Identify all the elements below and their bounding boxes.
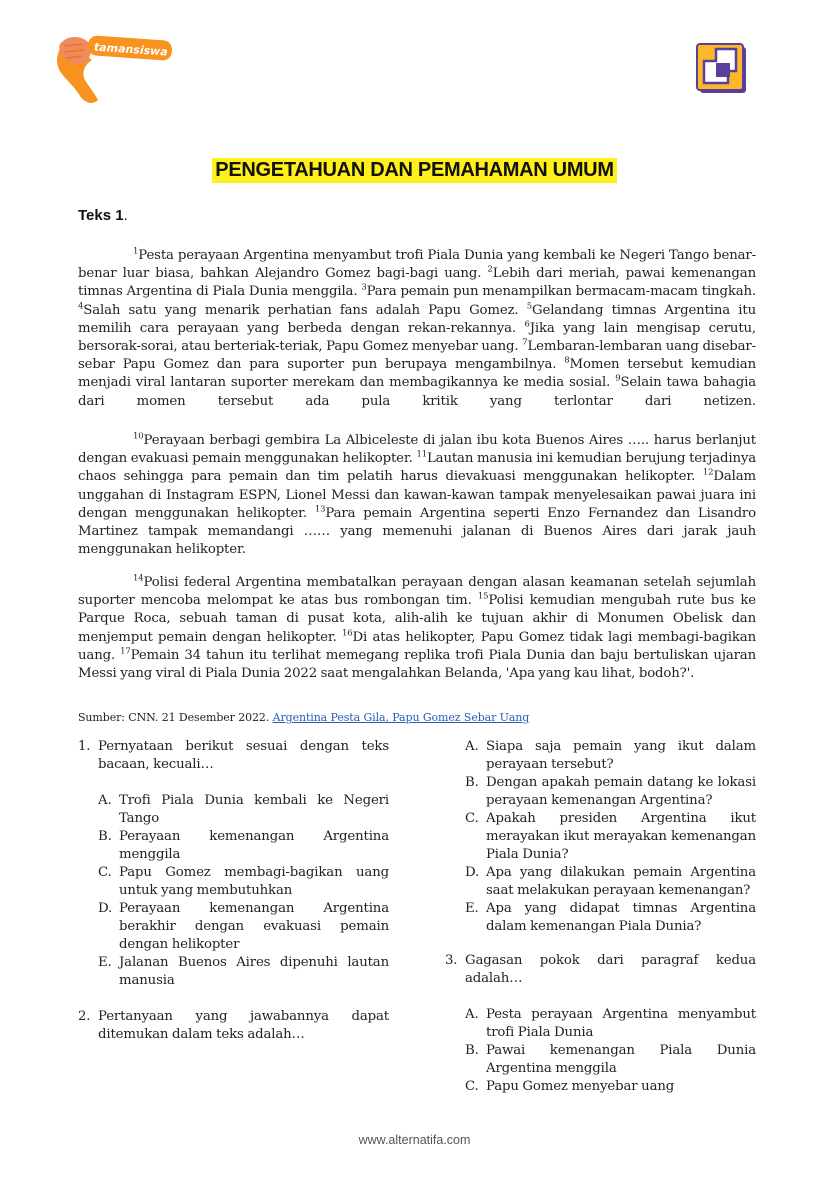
sentence-number: 17 (120, 646, 131, 657)
option-3b[interactable]: B. Pawai kemenangan Piala Dunia Argentina menggila (465, 1043, 756, 1076)
sentence: Momen tersebut kemudian menjadi viral lantaran suporter merekam dan membagikannya ke media sosial. (78, 357, 756, 391)
sentence-number: 13 (314, 504, 326, 515)
option-1e[interactable]: E. Jalanan Buenos Aires dipenuhi lautan manusia (98, 955, 389, 988)
paragraph-2 (78, 432, 756, 559)
option-1a[interactable]: A. Trofi Piala Dunia kembali ke Negeri Tango (98, 793, 389, 826)
questions-left-column (78, 738, 389, 1044)
option-2d[interactable]: D. Apa yang dilakukan pemain Argentina saat melakukan perayaan kemenangan? (465, 865, 756, 898)
sentence-number: 1 (133, 246, 139, 257)
sentence-number: 12 (702, 467, 714, 478)
sentence-number: 8 (564, 355, 570, 366)
sentence: Pesta perayaan Argentina menyambut trofi Piala Dunia yang kembali ke Negeri Tango benar-benar luar biasa, bahkan Alejandro Gomez bagi-bagi uang. (78, 248, 756, 282)
option-2e[interactable]: E. Apa yang didapat timnas Argentina dalam kemenangan Piala Dunia? (465, 901, 756, 934)
option-3a[interactable]: A. Pesta perayaan Argentina menyambut trofi Piala Dunia (465, 1007, 756, 1040)
source-link[interactable]: Argentina Pesta Gila, Papu Gomez Sebar Uang (272, 711, 530, 724)
paragraph-1 (78, 247, 756, 411)
sentence-number: 4 (78, 301, 84, 312)
sentence-number: 15 (477, 591, 489, 602)
footer-url: www.alternatifa.com (358, 1133, 471, 1147)
sentence-number: 5 (526, 301, 532, 312)
sentence: Dalam unggahan di Instagram ESPN, Lionel Messi dan kawan-kawan tampak menyelesaikan pawai juara ini dengan menggunakan helikopter. (78, 469, 756, 521)
option-2a[interactable]: A. Siapa saja pemain yang ikut dalam perayaan tersebut? (465, 739, 756, 772)
logo-text: tamansiswa (93, 40, 169, 59)
sentence: Lautan manusia ini kemudian berujung terjadinya chaos sehingga para pemain dan tim pelatih harus dievakuasi menggunakan helikopter. (78, 451, 756, 485)
alternatifa-badge-icon (696, 43, 750, 97)
sentence: Para pemain Argentina seperti Enzo Fernandez dan Lisandro Martinez tampak memandangi …… yang memenuhi jalanan di Buenos Aires dari jarak jauh menggunakan helikopter. (78, 505, 756, 558)
sentence: Lembaran-lembaran uang disebar-sebar Papu Gomez dan para suporter pun berupaya mengambilnya. (78, 339, 756, 373)
option-1b[interactable]: B. Perayaan kemenangan Argentina menggila (98, 829, 389, 862)
sentence-number: 2 (487, 264, 493, 275)
sentence: Salah satu yang menarik perhatian fans adalah Papu Gomez. (83, 302, 527, 318)
sentence-number: 7 (522, 337, 528, 348)
sentence: Lebih dari meriah, pawai kemenangan timnas Argentina di Piala Dunia menggila. (78, 266, 756, 300)
sentence: Selain tawa bahagia dari momen tersebut ada pula kritik yang terlontar dari netizen. (78, 375, 757, 409)
question-2: 2. Pertanyaan yang jawabannya dapat ditemukan dalam teks adalah… (78, 1009, 389, 1042)
paragraph-3 (78, 574, 756, 683)
sentence: Di atas helikopter, Papu Gomez tidak lagi membagi-bagikan uang. (78, 629, 756, 663)
sentence-number: 3 (361, 282, 367, 293)
option-1d[interactable]: D. Perayaan kemenangan Argentina berakhir dengan evakuasi pemain dengan helikopter (98, 901, 389, 952)
sentence-number: 16 (342, 628, 353, 639)
option-1c[interactable]: C. Papu Gomez membagi-bagikan uang untuk yang membutuhkan (98, 865, 389, 898)
option-2b[interactable]: B. Dengan apakah pemain datang ke lokasi perayaan kemenangan Argentina? (465, 775, 756, 808)
sentence: Perayaan berbagi gembira La Albiceleste di jalan ibu kota Buenos Aires ….. harus berlanjut dengan evakuasi pemain menggunakan helikopter. (78, 433, 756, 467)
option-2c[interactable]: C. Apakah presiden Argentina ikut merayakan ikut merayakan kemenangan Piala Dunia? (465, 811, 756, 862)
sentence-number: 6 (524, 319, 530, 330)
sentence-number: 10 (133, 431, 144, 442)
option-3c[interactable]: C. Papu Gomez menyebar uang (465, 1079, 675, 1094)
questions-right-column (445, 738, 756, 1096)
sentence-number: 9 (615, 374, 621, 384)
sentence-number: 14 (133, 573, 144, 584)
sentence: Gelandang timnas Argentina itu memilih cara perayaan yang berbeda dengan rekan-rekannya. (78, 302, 756, 336)
tamansiswa-logo (52, 30, 176, 108)
question-3: 3. Gagasan pokok dari paragraf kedua adalah… (445, 953, 756, 986)
sentence: Jika yang lain mengisap cerutu, bersorak-sorai, atau berteriak-teriak, Papu Gomez menyebar uang. (78, 320, 757, 355)
source-citation: Sumber: CNN. 21 Desember 2022. Argentina Pesta Gila, Papu Gomez Sebar Uang (78, 711, 530, 724)
page-title: PENGETAHUAN DAN PEMAHAMAN UMUM (212, 158, 616, 183)
sentence: Polisi kemudian mengubah rute bus ke Parque Roca, sebuah taman di pusat kota, alih-alih ke tujuan akhir di Monumen Obelisk dan menjemput pemain dengan helikopter. (78, 593, 756, 645)
sentence: Polisi federal Argentina membatalkan perayaan dengan alasan keamanan setelah sejumlah suporter mencoba melompat ke atas bus rombongan tim. (78, 575, 756, 609)
sentence-number: 11 (416, 449, 427, 460)
sentence: Para pemain pun menampilkan bermacam-macam tingkah. (366, 284, 756, 300)
sentence: Pemain 34 tahun itu terlihat memegang replika trofi Piala Dunia dan baju bertuliskan ujaran Messi yang viral di Piala Dunia 2022 saat mengalahkan Belanda, 'Apa yang kau lihat, bodoh?'. (78, 647, 756, 682)
question-1: 1. Pernyataan berikut sesuai dengan teks bacaan, kecuali… (78, 739, 389, 772)
text-label: Teks 1. (78, 207, 128, 224)
